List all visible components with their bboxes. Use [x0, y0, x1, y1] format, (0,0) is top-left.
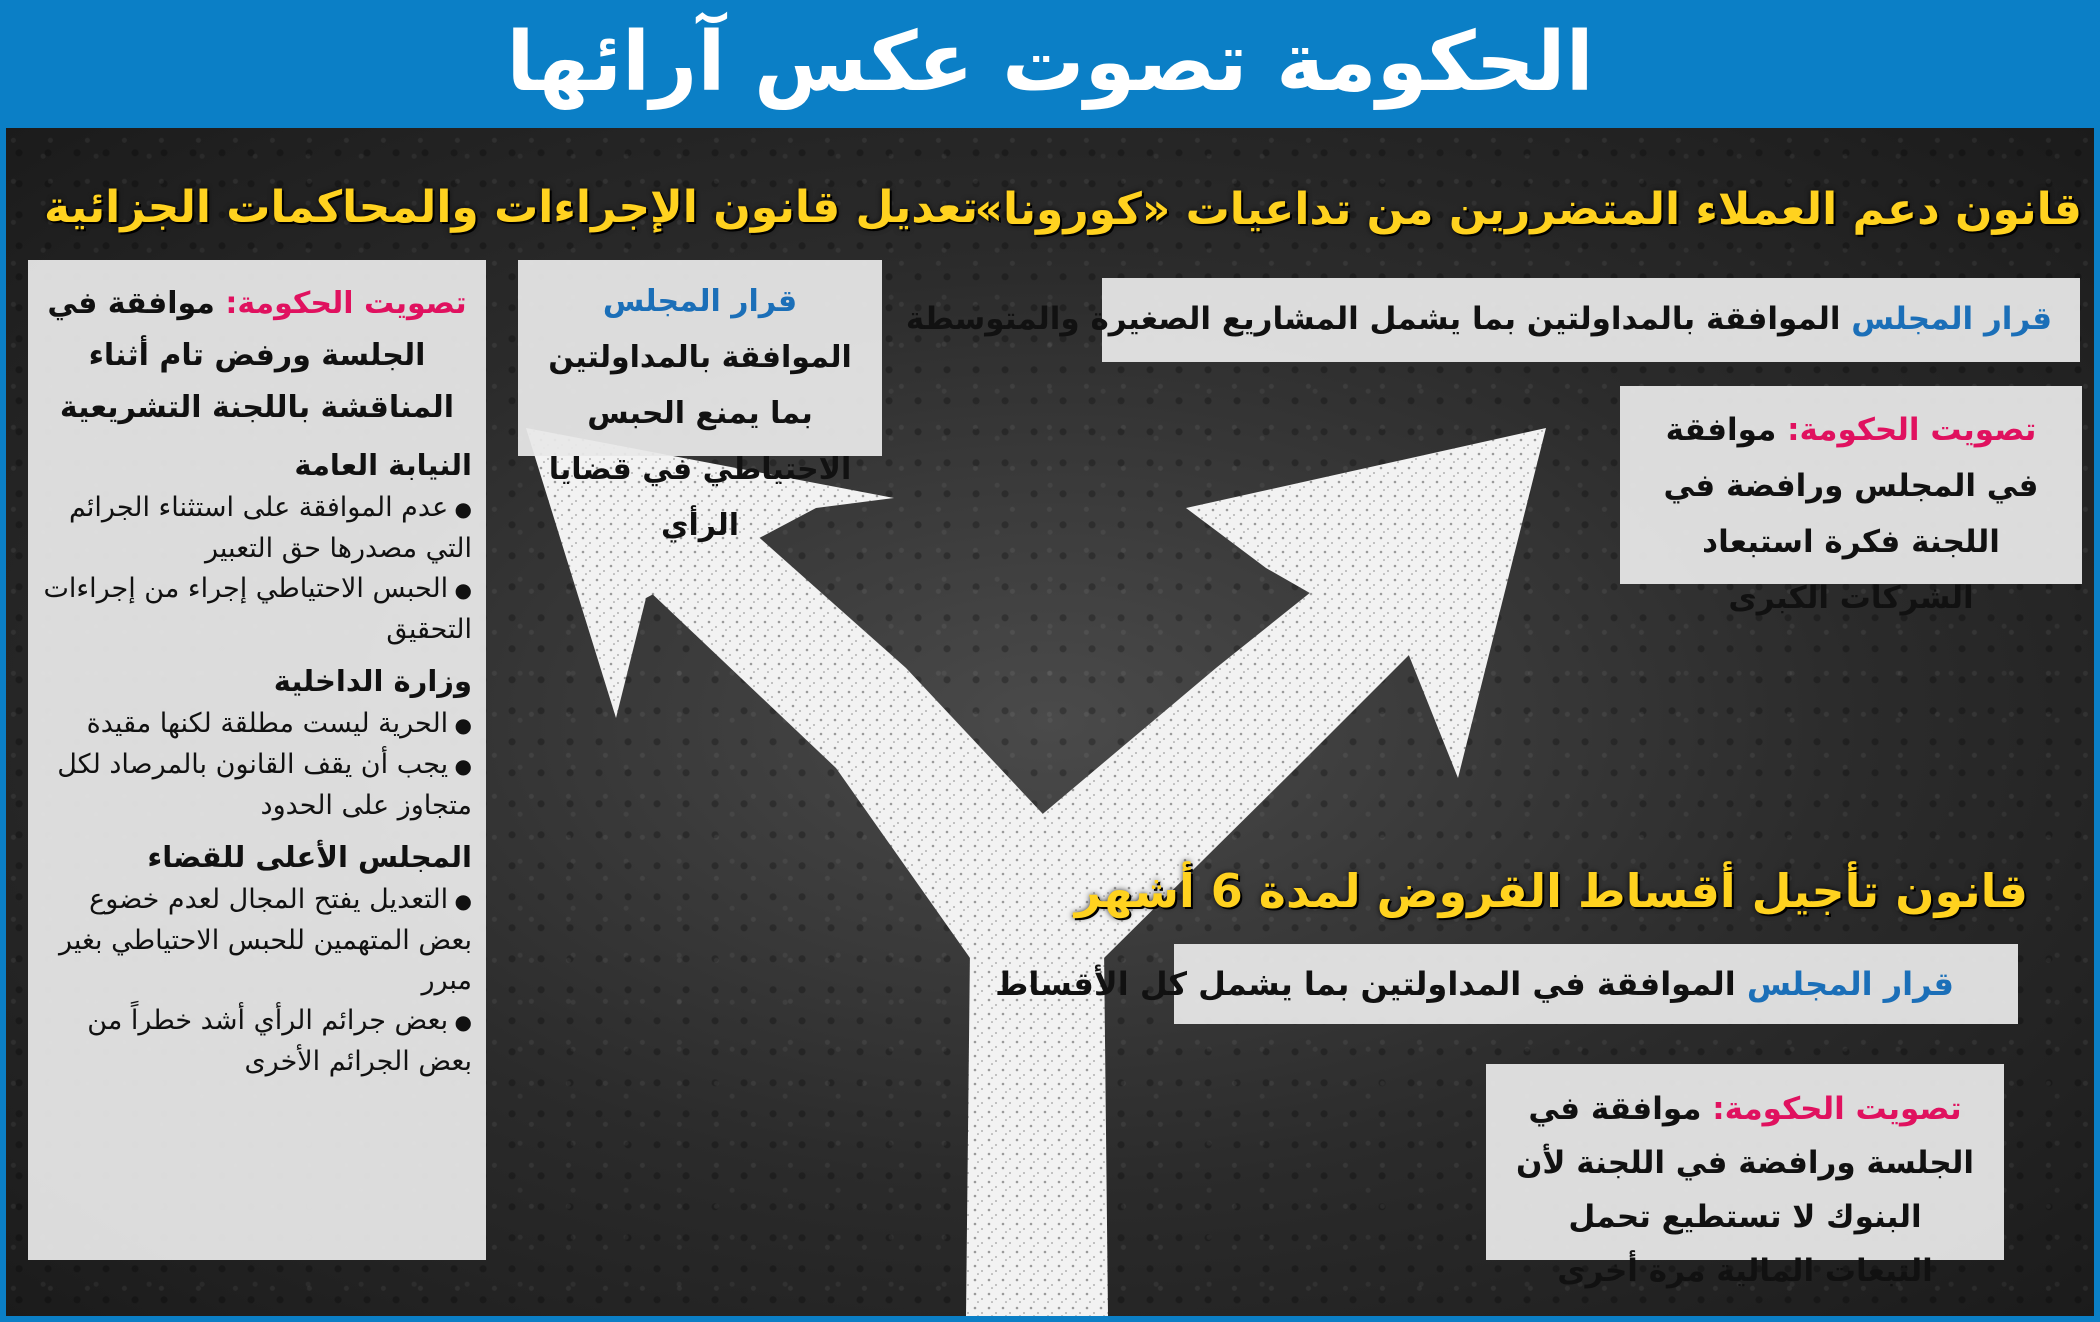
government-text: موافقة في المجلس ورافضة في اللجنة فكرة استبعاد الشركات الكبرى: [1663, 412, 2039, 616]
council-label: قرار المجلس: [1746, 965, 1954, 1003]
group-title-interior: وزارة الداخلية: [273, 664, 472, 698]
left-council-box: [518, 260, 882, 543]
right-top-council-box: [905, 278, 2080, 362]
list-item: ● الحبس الاحتياطي إجراء من إجراءات التحقيق: [42, 569, 472, 650]
government-text: موافقة في الجلسة ورافضة في اللجنة لأن البنوك لا تستطيع تحمل التبعات المالية مرة أخرى: [1515, 1091, 1975, 1289]
government-vote: [42, 278, 472, 434]
list-item: ● التعديل يفتح المجال لعدم خضوع بعض المتهمين للحبس الاحتياطي بغير مبرر: [42, 880, 472, 1001]
council-text: الموافقة بالمداولتين بما يمنع الحبس الاحتياطي في قضايا الرأي: [548, 340, 852, 543]
council-label: قرار المجلس: [602, 284, 798, 319]
government-label: تصويت الحكومة:: [1787, 412, 2037, 448]
right-bottom-heading: قانون تأجيل أقساط القروض لمدة 6 أشهر: [1074, 864, 2028, 918]
list-item: ● الحرية ليست مطلقة لكنها مقيدة: [42, 704, 472, 745]
list-item: ● عدم الموافقة على استثناء الجرائم التي مصدرها حق التعبير: [42, 488, 472, 569]
council-label: قرار المجلس: [1851, 301, 2052, 337]
asphalt-background: [6, 128, 2094, 1316]
list-item: ● يجب أن يقف القانون بالمرصاد لكل متجاوز على الحدود: [42, 745, 472, 826]
right-bottom-council-box: [995, 944, 2018, 1024]
council-text: الموافقة بالمداولتين بما يشمل المشاريع الصغيرة والمتوسطة: [905, 301, 1841, 337]
right-top-heading: قانون دعم العملاء المتضررين من تداعيات «كورونا»: [974, 184, 2082, 235]
group-title-prosecution: النيابة العامة: [294, 448, 472, 482]
left-details-box: [28, 260, 486, 1260]
government-label: تصويت الحكومة:: [1712, 1091, 1962, 1127]
right-top-government-box: [1620, 386, 2082, 616]
council-text: الموافقة في المداولتين بما يشمل كل الأقساط: [995, 965, 1736, 1003]
government-text: موافقة في الجلسة ورفض تام أثناء المناقشة باللجنة التشريعية: [47, 286, 455, 425]
group-title-judiciary: المجلس الأعلى للقضاء: [147, 840, 472, 874]
government-label: تصويت الحكومة:: [225, 286, 467, 321]
header-bar: [0, 0, 2100, 126]
right-bottom-government-box: [1486, 1064, 2004, 1289]
page-title: الحكومة تصوت عكس آرائها: [506, 15, 1594, 110]
left-heading: تعديل قانون الإجراءات والمحاكمات الجزائية: [44, 182, 979, 233]
list-item: ● بعض جرائم الرأي أشد خطراً من بعض الجرائم الأخرى: [42, 1001, 472, 1082]
